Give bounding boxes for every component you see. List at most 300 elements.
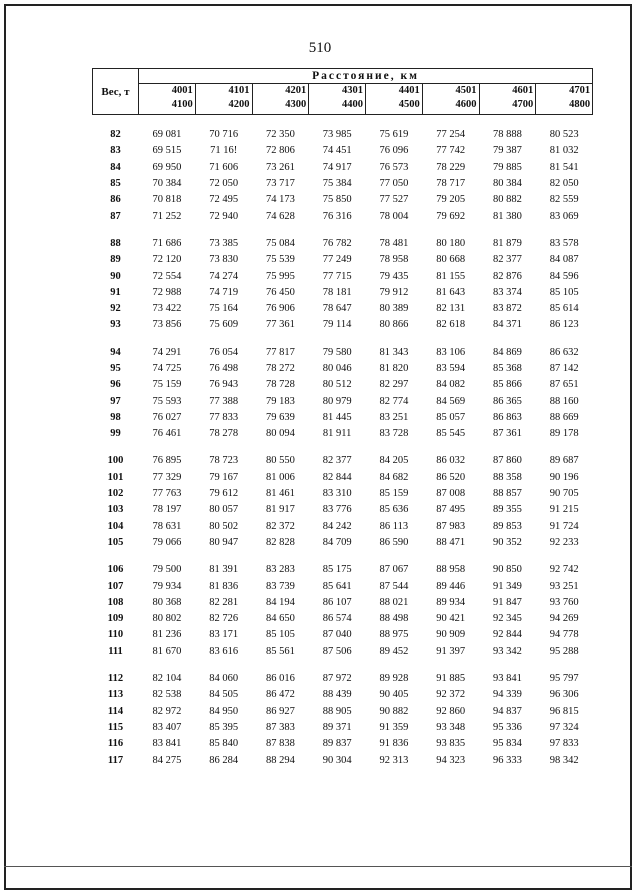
value-cell: 84 682 xyxy=(379,471,409,483)
weight-header: Вес, т xyxy=(93,69,139,115)
value-cell: 79 167 xyxy=(209,471,239,483)
value-cell: 76 096 xyxy=(379,145,409,157)
value-cell: 97 324 xyxy=(549,721,579,733)
weight-cell: 98 xyxy=(110,411,121,423)
value-cell: 81 155 xyxy=(436,270,466,282)
table-row xyxy=(93,736,593,752)
value-cell: 86 927 xyxy=(265,705,295,717)
value-cell: 87 040 xyxy=(322,629,352,641)
value-cell: 73 422 xyxy=(152,303,182,315)
value-cell: 76 573 xyxy=(379,161,409,173)
table-row xyxy=(93,486,593,502)
weight-cell: 112 xyxy=(107,673,124,685)
value-cell: 86 632 xyxy=(549,346,579,358)
value-cell: 92 844 xyxy=(492,629,522,641)
value-cell: 86 284 xyxy=(209,754,239,766)
value-cell: 87 361 xyxy=(492,428,522,440)
table-row xyxy=(93,578,593,594)
value-cell: 85 840 xyxy=(209,738,239,750)
value-cell: 76 450 xyxy=(265,286,295,298)
value-cell: 72 120 xyxy=(152,254,182,266)
tariff-table-container xyxy=(92,68,592,769)
value-cell: 96 306 xyxy=(549,689,579,701)
table-row xyxy=(93,317,593,333)
value-cell: 75 539 xyxy=(265,254,295,266)
table-row xyxy=(93,192,593,208)
value-cell: 77 249 xyxy=(322,254,352,266)
value-cell: 77 254 xyxy=(436,129,466,141)
value-cell: 87 972 xyxy=(322,673,352,685)
weight-cell: 88 xyxy=(110,237,121,249)
value-cell: 73 261 xyxy=(265,161,295,173)
value-cell: 83 872 xyxy=(492,303,522,315)
value-cell: 78 181 xyxy=(322,286,352,298)
value-cell: 77 763 xyxy=(152,488,182,500)
range-to: 4500 xyxy=(398,99,420,110)
value-cell: 83 616 xyxy=(209,645,239,657)
value-cell: 84 869 xyxy=(492,346,522,358)
value-cell: 92 313 xyxy=(379,754,409,766)
range-header xyxy=(139,84,196,115)
value-cell: 85 545 xyxy=(436,428,466,440)
weight-cell: 83 xyxy=(110,145,121,157)
value-cell: 95 797 xyxy=(549,673,579,685)
weight-cell: 115 xyxy=(107,721,124,733)
table-row xyxy=(93,704,593,720)
value-cell: 84 205 xyxy=(379,455,409,467)
value-cell: 71 686 xyxy=(152,237,182,249)
value-cell: 90 405 xyxy=(379,689,409,701)
value-cell: 81 032 xyxy=(549,145,579,157)
value-cell: 78 004 xyxy=(379,210,409,222)
table-row xyxy=(93,595,593,611)
value-cell: 82 618 xyxy=(436,319,466,331)
table-row xyxy=(93,687,593,703)
range-to: 4300 xyxy=(285,99,307,110)
value-cell: 81 879 xyxy=(492,237,522,249)
table-row xyxy=(93,176,593,192)
value-cell: 77 527 xyxy=(379,194,409,206)
range-from: 4001 xyxy=(171,85,193,96)
group-gap xyxy=(93,334,593,345)
value-cell: 82 726 xyxy=(209,613,239,625)
value-cell: 75 084 xyxy=(265,237,295,249)
value-cell: 78 888 xyxy=(492,129,522,141)
value-cell: 78 272 xyxy=(265,363,295,374)
value-cell: 81 461 xyxy=(265,488,295,500)
value-cell: 76 054 xyxy=(209,346,239,358)
value-cell: 94 837 xyxy=(492,705,522,717)
value-cell: 79 912 xyxy=(379,286,409,298)
value-cell: 80 550 xyxy=(265,455,295,467)
value-cell: 82 104 xyxy=(152,673,182,685)
value-cell: 76 782 xyxy=(322,237,352,249)
value-cell: 87 651 xyxy=(549,379,579,391)
value-cell: 90 352 xyxy=(492,536,522,548)
value-cell: 84 060 xyxy=(209,673,239,685)
weight-cell: 94 xyxy=(110,346,121,358)
value-cell: 92 742 xyxy=(549,564,579,576)
table-row xyxy=(93,301,593,317)
value-cell: 80 046 xyxy=(322,363,352,374)
value-cell: 91 836 xyxy=(379,738,409,750)
range-from: 4701 xyxy=(569,85,591,96)
value-cell: 84 505 xyxy=(209,689,239,701)
value-cell: 74 917 xyxy=(322,161,352,173)
value-cell: 92 233 xyxy=(549,536,579,548)
value-cell: 79 934 xyxy=(152,580,182,592)
value-cell: 72 050 xyxy=(209,178,239,190)
value-cell: 81 836 xyxy=(209,580,239,592)
value-cell: 87 860 xyxy=(492,455,522,467)
value-cell: 86 016 xyxy=(265,673,295,685)
value-cell: 83 776 xyxy=(322,504,352,516)
value-cell: 74 725 xyxy=(152,363,182,374)
weight-cell: 102 xyxy=(107,488,124,500)
value-cell: 83 310 xyxy=(322,488,352,500)
value-cell: 91 349 xyxy=(492,580,522,592)
weight-cell: 91 xyxy=(110,286,121,298)
value-cell: 79 205 xyxy=(436,194,466,206)
weight-cell: 106 xyxy=(107,564,124,576)
value-cell: 93 251 xyxy=(549,580,579,592)
value-cell: 84 569 xyxy=(436,395,466,407)
value-cell: 79 435 xyxy=(379,270,409,282)
value-cell: 92 372 xyxy=(436,689,466,701)
value-cell: 81 343 xyxy=(379,346,409,358)
value-cell: 79 612 xyxy=(209,488,239,500)
weight-cell: 95 xyxy=(110,363,121,374)
value-cell: 86 472 xyxy=(265,689,295,701)
distance-header: Расстояние, км xyxy=(139,69,593,84)
value-cell: 84 709 xyxy=(322,536,352,548)
value-cell: 93 835 xyxy=(436,738,466,750)
value-cell: 77 833 xyxy=(209,411,239,423)
value-cell: 69 515 xyxy=(152,145,182,157)
value-cell: 78 717 xyxy=(436,178,466,190)
range-header xyxy=(422,84,479,115)
value-cell: 80 523 xyxy=(549,129,579,141)
value-cell: 83 739 xyxy=(265,580,295,592)
range-from: 4601 xyxy=(512,85,534,96)
value-cell: 90 882 xyxy=(379,705,409,717)
value-cell: 86 113 xyxy=(379,520,409,532)
table-row xyxy=(93,345,593,361)
value-cell: 85 105 xyxy=(549,286,579,298)
table-row xyxy=(93,127,593,143)
value-cell: 81 820 xyxy=(379,363,409,374)
value-cell: 82 972 xyxy=(152,705,182,717)
value-cell: 83 374 xyxy=(492,286,522,298)
value-cell: 77 742 xyxy=(436,145,466,157)
value-cell: 72 940 xyxy=(209,210,239,222)
value-cell: 76 027 xyxy=(152,411,182,423)
value-cell: 79 692 xyxy=(436,210,466,222)
weight-cell: 100 xyxy=(107,455,124,467)
value-cell: 71 16! xyxy=(210,145,238,157)
value-cell: 82 377 xyxy=(322,455,352,467)
value-cell: 74 628 xyxy=(265,210,295,222)
value-cell: 72 806 xyxy=(265,145,295,157)
range-header xyxy=(479,84,536,115)
value-cell: 87 983 xyxy=(436,520,466,532)
value-cell: 86 520 xyxy=(436,471,466,483)
range-header xyxy=(252,84,309,115)
value-cell: 86 107 xyxy=(322,596,352,608)
value-cell: 88 669 xyxy=(549,411,579,423)
value-cell: 83 106 xyxy=(436,346,466,358)
value-cell: 74 719 xyxy=(209,286,239,298)
value-cell: 78 723 xyxy=(209,455,239,467)
value-cell: 78 197 xyxy=(152,504,182,516)
value-cell: 82 559 xyxy=(549,194,579,206)
value-cell: 87 506 xyxy=(322,645,352,657)
value-cell: 83 251 xyxy=(379,411,409,423)
value-cell: 72 988 xyxy=(152,286,182,298)
weight-cell: 105 xyxy=(107,536,124,548)
value-cell: 98 342 xyxy=(549,754,579,766)
value-cell: 78 481 xyxy=(379,237,409,249)
value-cell: 79 183 xyxy=(265,395,295,407)
value-cell: 90 705 xyxy=(549,488,579,500)
value-cell: 80 512 xyxy=(322,379,352,391)
value-cell: 87 544 xyxy=(379,580,409,592)
value-cell: 73 856 xyxy=(152,319,182,331)
weight-cell: 99 xyxy=(110,428,121,440)
value-cell: 75 593 xyxy=(152,395,182,407)
value-cell: 82 828 xyxy=(265,536,295,548)
value-cell: 78 229 xyxy=(436,161,466,173)
range-header xyxy=(309,84,366,115)
value-cell: 82 131 xyxy=(436,303,466,315)
weight-cell: 90 xyxy=(110,270,121,282)
value-cell: 74 291 xyxy=(152,346,182,358)
weight-cell: 108 xyxy=(107,596,124,608)
value-cell: 86 574 xyxy=(322,613,352,625)
value-cell: 88 358 xyxy=(492,471,522,483)
weight-cell: 116 xyxy=(107,738,124,750)
value-cell: 80 180 xyxy=(436,237,466,249)
value-cell: 81 391 xyxy=(209,564,239,576)
value-cell: 91 215 xyxy=(549,504,579,516)
value-cell: 82 297 xyxy=(379,379,409,391)
value-cell: 77 715 xyxy=(322,270,352,282)
table-row xyxy=(93,453,593,469)
value-cell: 80 368 xyxy=(152,596,182,608)
table-row xyxy=(93,361,593,377)
value-cell: 93 348 xyxy=(436,721,466,733)
weight-cell: 86 xyxy=(110,194,121,206)
weight-cell: 101 xyxy=(107,471,124,483)
value-cell: 84 596 xyxy=(549,270,579,282)
value-cell: 87 838 xyxy=(265,738,295,750)
value-cell: 88 958 xyxy=(436,564,466,576)
value-cell: 73 717 xyxy=(265,178,295,190)
value-cell: 93 760 xyxy=(549,596,579,608)
value-cell: 80 668 xyxy=(436,254,466,266)
value-cell: 85 561 xyxy=(265,645,295,657)
value-cell: 72 495 xyxy=(209,194,239,206)
value-cell: 94 323 xyxy=(436,754,466,766)
value-cell: 78 647 xyxy=(322,303,352,315)
table-row xyxy=(93,644,593,660)
weight-cell: 85 xyxy=(110,178,121,190)
value-cell: 72 350 xyxy=(265,129,295,141)
weight-cell: 111 xyxy=(108,645,123,657)
value-cell: 80 094 xyxy=(265,428,295,440)
value-cell: 72 554 xyxy=(152,270,182,282)
value-cell: 83 407 xyxy=(152,721,182,733)
value-cell: 97 833 xyxy=(549,738,579,750)
value-cell: 95 834 xyxy=(492,738,522,750)
value-cell: 90 850 xyxy=(492,564,522,576)
table-row xyxy=(93,470,593,486)
value-cell: 94 778 xyxy=(549,629,579,641)
value-cell: 78 631 xyxy=(152,520,182,532)
table-row xyxy=(93,426,593,442)
value-cell: 80 802 xyxy=(152,613,182,625)
value-cell: 84 371 xyxy=(492,319,522,331)
weight-cell: 96 xyxy=(110,379,121,391)
value-cell: 83 283 xyxy=(265,564,295,576)
value-cell: 81 541 xyxy=(549,161,579,173)
value-cell: 78 958 xyxy=(379,254,409,266)
table-row xyxy=(93,393,593,409)
value-cell: 77 050 xyxy=(379,178,409,190)
value-cell: 79 387 xyxy=(492,145,522,157)
value-cell: 95 288 xyxy=(549,645,579,657)
value-cell: 81 643 xyxy=(436,286,466,298)
value-cell: 90 909 xyxy=(436,629,466,641)
range-from: 4201 xyxy=(285,85,307,96)
table-row xyxy=(93,160,593,176)
value-cell: 80 502 xyxy=(209,520,239,532)
value-cell: 86 365 xyxy=(492,395,522,407)
value-cell: 90 421 xyxy=(436,613,466,625)
table-row xyxy=(93,252,593,268)
weight-cell: 82 xyxy=(110,129,121,141)
value-cell: 88 905 xyxy=(322,705,352,717)
value-cell: 82 050 xyxy=(549,178,579,190)
range-to: 4200 xyxy=(228,99,250,110)
value-cell: 84 650 xyxy=(265,613,295,625)
value-cell: 84 242 xyxy=(322,520,352,532)
value-cell: 69 081 xyxy=(152,129,182,141)
table-row xyxy=(93,671,593,687)
value-cell: 87 067 xyxy=(379,564,409,576)
value-cell: 90 304 xyxy=(322,754,352,766)
value-cell: 70 818 xyxy=(152,194,182,206)
value-cell: 84 950 xyxy=(209,705,239,717)
value-cell: 87 495 xyxy=(436,504,466,516)
value-cell: 76 498 xyxy=(209,363,239,374)
range-from: 4501 xyxy=(455,85,477,96)
value-cell: 93 342 xyxy=(492,645,522,657)
value-cell: 91 847 xyxy=(492,596,522,608)
table-row xyxy=(93,285,593,301)
value-cell: 91 724 xyxy=(549,520,579,532)
value-cell: 89 371 xyxy=(322,721,352,733)
value-cell: 85 057 xyxy=(436,411,466,423)
value-cell: 76 906 xyxy=(265,303,295,315)
value-cell: 79 066 xyxy=(152,536,182,548)
value-cell: 77 388 xyxy=(209,395,239,407)
range-from: 4101 xyxy=(228,85,250,96)
value-cell: 92 860 xyxy=(436,705,466,717)
value-cell: 84 087 xyxy=(549,254,579,266)
value-cell: 93 841 xyxy=(492,673,522,685)
weight-cell: 113 xyxy=(107,689,124,701)
value-cell: 77 361 xyxy=(265,319,295,331)
table-row xyxy=(93,236,593,252)
range-header xyxy=(366,84,423,115)
value-cell: 88 857 xyxy=(492,488,522,500)
value-cell: 85 636 xyxy=(379,504,409,516)
value-cell: 96 333 xyxy=(492,754,522,766)
value-cell: 88 439 xyxy=(322,689,352,701)
value-cell: 80 882 xyxy=(492,194,522,206)
value-cell: 85 159 xyxy=(379,488,409,500)
value-cell: 88 021 xyxy=(379,596,409,608)
weight-cell: 103 xyxy=(107,504,124,516)
value-cell: 76 895 xyxy=(152,455,182,467)
value-cell: 85 866 xyxy=(492,379,522,391)
value-cell: 91 359 xyxy=(379,721,409,733)
value-cell: 84 275 xyxy=(152,754,182,766)
value-cell: 74 274 xyxy=(209,270,239,282)
value-cell: 82 281 xyxy=(209,596,239,608)
range-from: 4301 xyxy=(342,85,363,96)
value-cell: 75 995 xyxy=(265,270,295,282)
bottom-rule xyxy=(4,866,632,867)
table-row xyxy=(93,720,593,736)
weight-cell: 84 xyxy=(110,161,121,173)
value-cell: 89 853 xyxy=(492,520,522,532)
table-row xyxy=(93,627,593,643)
weight-cell: 92 xyxy=(110,303,121,315)
value-cell: 95 336 xyxy=(492,721,522,733)
value-cell: 80 866 xyxy=(379,319,409,331)
value-cell: 80 979 xyxy=(322,395,352,407)
value-cell: 79 639 xyxy=(265,411,295,423)
value-cell: 94 339 xyxy=(492,689,522,701)
value-cell: 75 159 xyxy=(152,379,182,391)
table-row xyxy=(93,208,593,224)
value-cell: 94 269 xyxy=(549,613,579,625)
value-cell: 89 837 xyxy=(322,738,352,750)
page-number: 510 xyxy=(308,40,332,56)
weight-cell: 107 xyxy=(107,580,124,592)
weight-cell: 110 xyxy=(107,629,124,641)
weight-cell: 87 xyxy=(110,210,121,222)
value-cell: 80 057 xyxy=(209,504,239,516)
value-cell: 88 975 xyxy=(379,629,409,641)
value-cell: 89 934 xyxy=(436,596,466,608)
value-cell: 88 294 xyxy=(265,754,295,766)
value-cell: 86 032 xyxy=(436,455,466,467)
value-cell: 82 538 xyxy=(152,689,182,701)
value-cell: 80 947 xyxy=(209,536,239,548)
value-cell: 78 278 xyxy=(209,428,239,440)
value-cell: 75 619 xyxy=(379,129,409,141)
table-row xyxy=(93,562,593,578)
value-cell: 87 142 xyxy=(549,363,579,374)
table-row xyxy=(93,519,593,535)
value-cell: 85 641 xyxy=(322,580,352,592)
value-cell: 89 928 xyxy=(379,673,409,685)
value-cell: 75 609 xyxy=(209,319,239,331)
tariff-table xyxy=(92,68,593,769)
